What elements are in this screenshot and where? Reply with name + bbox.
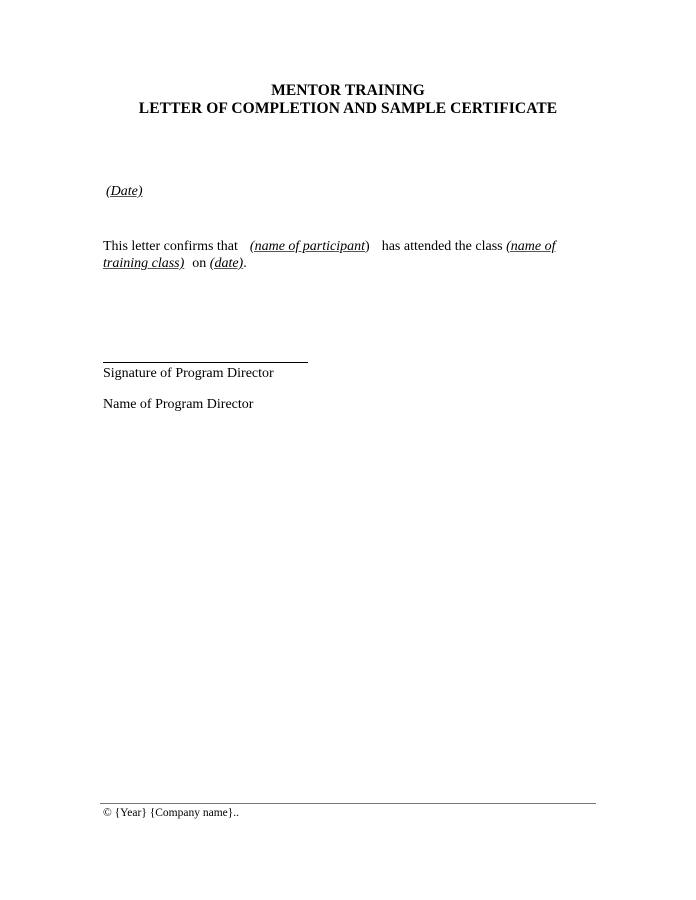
period: . <box>243 256 247 271</box>
document-subtitle: LETTER OF COMPLETION AND SAMPLE CERTIFICATE <box>138 100 558 117</box>
footer-copyright: © {Year} {Company name}.. <box>103 807 240 819</box>
signature-label: Signature of Program Director <box>103 366 274 381</box>
director-name-label: Name of Program Director <box>103 397 254 412</box>
date-field-2: (date) <box>209 256 244 271</box>
footer-divider <box>100 803 596 804</box>
date-field: (Date) <box>106 184 143 199</box>
on-text: on <box>192 256 207 271</box>
signature-line <box>103 362 308 363</box>
body-intro-text: This letter confirms that <box>103 239 238 254</box>
attended-text: has attended the class <box>381 239 503 254</box>
class-field-part2: training class) <box>103 256 185 271</box>
class-field-part1: (name of <box>506 239 556 254</box>
participant-close: ) <box>365 239 370 254</box>
participant-field: (name of participant <box>249 239 366 254</box>
document-title: MENTOR TRAINING <box>271 82 425 99</box>
date-line <box>106 182 143 202</box>
body-line-2 <box>103 254 247 274</box>
